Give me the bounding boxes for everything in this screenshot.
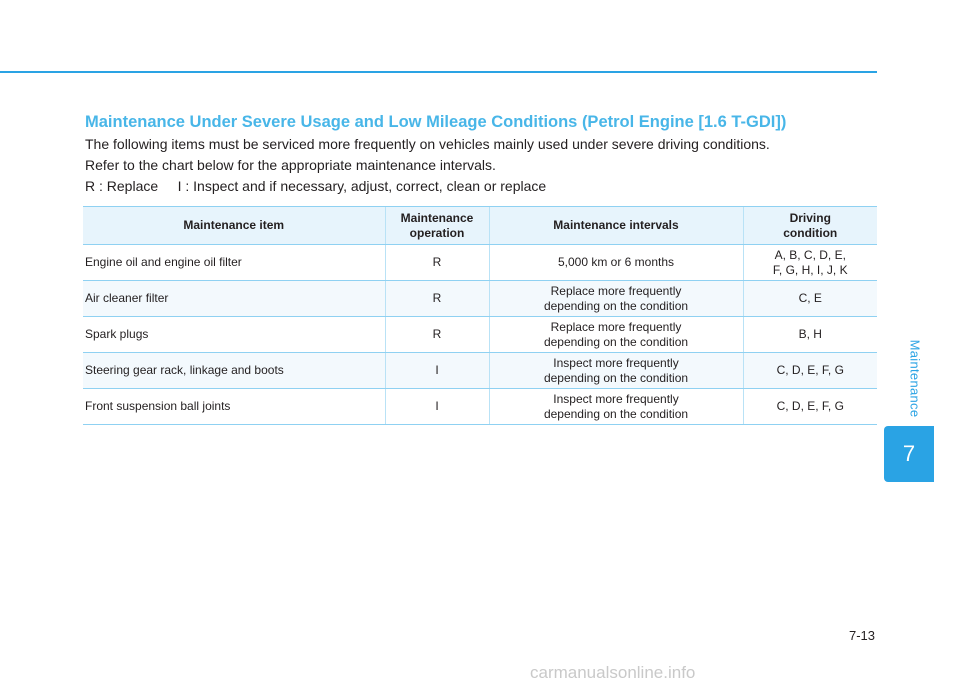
header-maintenance-intervals: Maintenance intervals [489,207,743,245]
legend-text: R : Replace I : Inspect and if necessary, adjust, correct, clean or replace [85,178,547,194]
cell-interval: 5,000 km or 6 months [489,245,743,281]
cell-item: Air cleaner filter [83,281,385,317]
cell-interval: Replace more frequently depending on the condition [489,317,743,353]
chapter-side-label [893,338,937,418]
cell-condition: A, B, C, D, E, F, G, H, I, J, K [743,245,877,281]
header-driving-condition: Driving condition [743,207,877,245]
header-maintenance-operation: Maintenance operation [385,207,489,245]
intro-text: Refer to the chart below for the appropriate maintenance intervals. [85,157,496,173]
cell-item: Spark plugs [83,317,385,353]
cell-item: Engine oil and engine oil filter [83,245,385,281]
table-header-row [83,207,877,245]
chapter-number: 7 [902,441,916,466]
watermark: carmanualsonline.info [530,663,696,682]
table-row [83,353,877,389]
cell-condition: B, H [743,317,877,353]
cell-operation: R [385,281,489,317]
top-rule [0,71,877,73]
cell-interval: Replace more frequently depending on the condition [489,281,743,317]
page-number: 7-13 [848,628,875,643]
cell-condition: C, D, E, F, G [743,389,877,425]
table-row [83,317,877,353]
chapter-tab [884,426,934,482]
cell-interval: Inspect more frequently depending on the condition [489,389,743,425]
cell-condition: C, D, E, F, G [743,353,877,389]
intro-text: The following items must be serviced more frequently on vehicles mainly used under severe driving conditions. [85,136,770,152]
section-title: Maintenance Under Severe Usage and Low Mileage Conditions (Petrol Engine [1.6 T-GDI]) [85,113,787,131]
cell-item: Front suspension ball joints [83,389,385,425]
table-row [83,245,877,281]
cell-interval: Inspect more frequently depending on the condition [489,353,743,389]
cell-condition: C, E [743,281,877,317]
table-row [83,389,877,425]
maintenance-table [83,206,877,425]
chapter-label: Maintenance [907,339,923,417]
cell-operation: R [385,245,489,281]
cell-operation: I [385,353,489,389]
cell-operation: R [385,317,489,353]
cell-operation: I [385,389,489,425]
table-row [83,281,877,317]
cell-item: Steering gear rack, linkage and boots [83,353,385,389]
header-maintenance-item: Maintenance item [83,207,385,245]
